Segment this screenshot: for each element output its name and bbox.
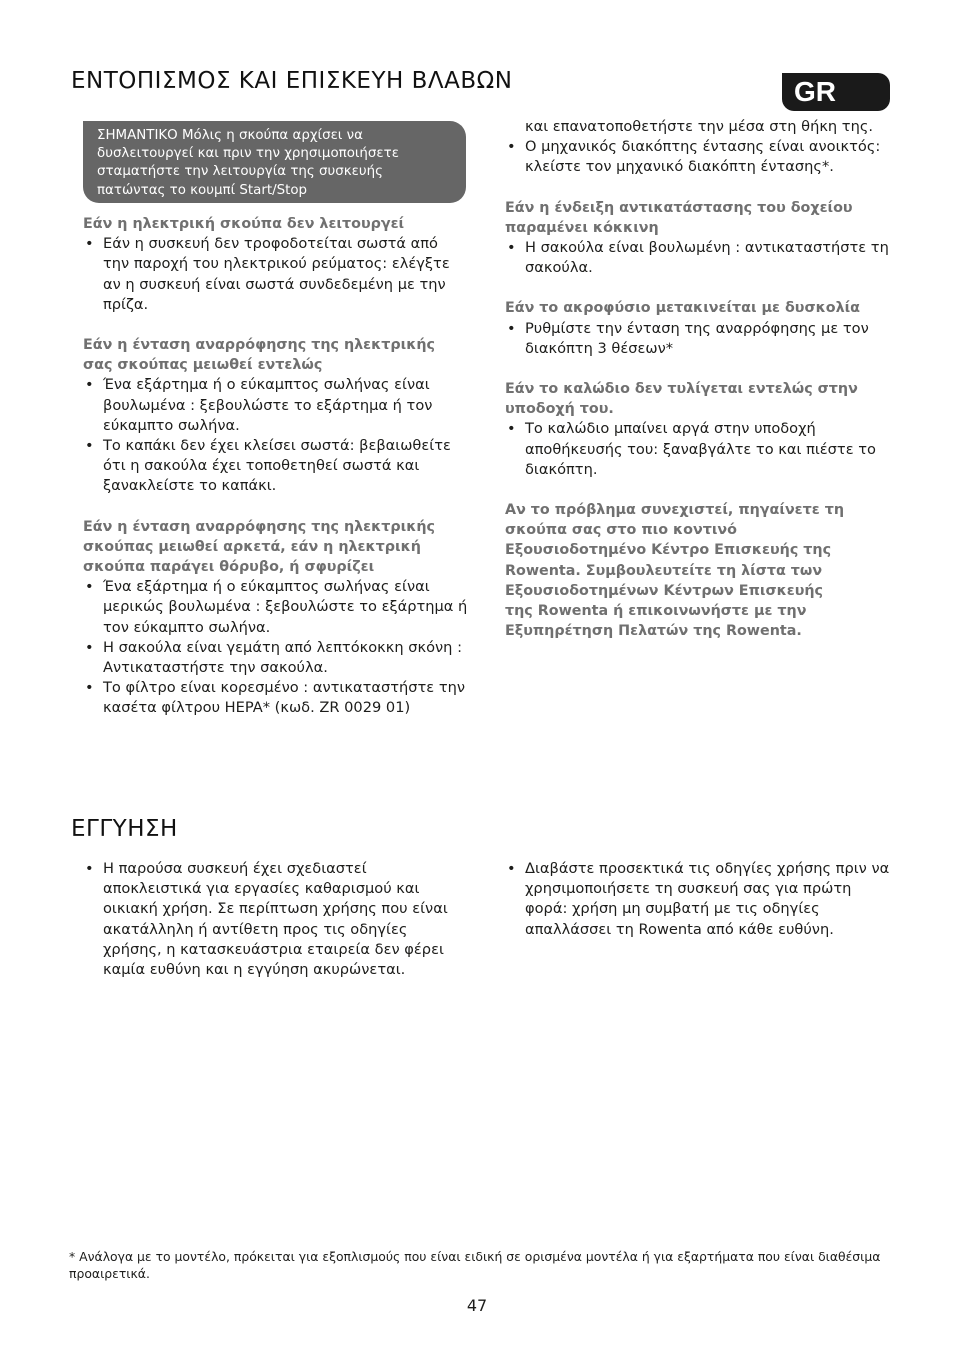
problem-heading: Εάν το ακροφύσιο μετακινείται με δυσκολία xyxy=(505,300,861,317)
troubleshooting-left-column xyxy=(83,121,468,719)
list-item: • Η σακούλα είναι γεμάτη από λεπτόκοκκη σκόνη : Αντικαταστήστε την σακούλα. xyxy=(83,638,468,678)
problem-heading: Εάν η ηλεκτρική σκούπα δεν λειτουργεί xyxy=(83,216,405,232)
list-item: • Ένα εξάρτημα ή ο εύκαμπτος σωλήνας είναι μερικώς βουλωμένα : ξεβουλώστε το εξάρτημα ή τον εύκαμπτο σωλήνα. xyxy=(83,577,468,638)
problem-heading: Εάν το καλώδιο δεν τυλίγεται εντελώς στην υποδοχή του. xyxy=(505,381,858,418)
list-item: • Η παρούσα συσκευή έχει σχεδιαστεί αποκλειστικά για εργασίες καθαρισμού και οικιακή χρήση. Σε περίπτωση χρήσης που είναι ακατάλληλη ή αντίθετη προς τις οδηγίες χρήσης, η κατασκευάστρια εταιρεία δεν φέρει καμία ευθύνη και η εγγύηση ακυρώνεται. xyxy=(83,859,468,980)
problem-heading: Εάν η ένταση αναρρόφησης της ηλεκτρικής σας σκούπας μειωθεί εντελώς xyxy=(83,337,436,374)
solution-list xyxy=(505,238,890,278)
warranty-title: ΕΓΓΥΗΣΗ xyxy=(71,816,178,842)
solution-list xyxy=(83,577,468,718)
problem-heading: Εάν η ένταση αναρρόφησης της ηλεκτρικής σκούπας μειωθεί αρκετά, εάν η ηλεκτρική σκούπα παράγει θόρυβο, ή σφυρίζει xyxy=(83,518,436,576)
solution-list xyxy=(505,419,890,480)
solution-list xyxy=(505,137,890,177)
warranty-left-column xyxy=(83,859,468,980)
important-note: ΣΗΜΑΝΤΙΚΟ Μόλις η σκούπα αρχίσει να δυσλειτουργεί και πριν την χρησιμοποιήσετε σταματήστε την λειτουργία της συσκευής πατώντας το κουμπί Start/Stop xyxy=(83,121,466,203)
troubleshooting-right-column xyxy=(505,117,890,641)
list-item: • Το καλώδιο μπαίνει αργά στην υποδοχή αποθήκευσής του: ξαναβγάλτε το και πιέστε το διακόπτη. xyxy=(505,419,890,480)
list-item: • Ο μηχανικός διακόπτης έντασης είναι ανοικτός: κλείστε τον μηχανικό διακόπτη έντασης*. xyxy=(505,137,890,177)
page-number: 47 xyxy=(466,1296,488,1315)
solution-list xyxy=(505,319,890,359)
list-item: • Διαβάστε προσεκτικά τις οδηγίες χρήσης πριν να χρησιμοποιήσετε τη συσκευή σας για πρώτη φορά: χρήση μη συμβατή με τις οδηγίες απαλλάσσει τη Rowenta από κάθε ευθύνη. xyxy=(505,859,890,940)
footnote: * Ανάλογα με το μοντέλο, πρόκειται για εξοπλισμούς που είναι ειδική σε ορισμένα μοντέλα ή για εξαρτήματα που είναι διαθέσιμα προαιρετικά. xyxy=(69,1249,881,1281)
list-item: • Το φίλτρο είναι κορεσμένο : αντικαταστήστε την κασέτα φίλτρου HEPA* (κωδ. ZR 0029 01) xyxy=(83,678,468,718)
problem-heading: Εάν η ένδειξη αντικατάστασης του δοχείου παραμένει κόκκινη xyxy=(505,199,853,236)
list-item: • Εάν η συσκευή δεν τροφοδοτείται σωστά από την παροχή του ηλεκτρικού ρεύματος: ελέγξτε αν η συσκευή είναι σωστά συνδεδεμένη με την πρίζα. xyxy=(83,234,468,315)
language-badge: GR xyxy=(782,73,890,111)
troubleshooting-title: ΕΝΤΟΠΙΣΜΟΣ ΚΑΙ ΕΠΙΣΚΕΥΗ ΒΛΑΒΩΝ xyxy=(71,68,513,94)
continuation-text: και επανατοποθετήστε την μέσα στη θήκη της. xyxy=(525,118,874,135)
list-item: • Ρυθμίστε την ένταση της αναρρόφησης με τον διακόπτη 3 θέσεων* xyxy=(505,319,890,359)
service-center-note: Αν το πρόβλημα συνεχιστεί, πηγαίνετε τη σκούπα σας στο πιο κοντινό Εξουσιοδοτημένο Κέντρο Επισκευής της Rowenta. Συμβουλευτείτε τη λίστα των Εξουσιοδοτημένων Κέντρων Επισκευής της Rowenta ή επικοινωνήστε με την Εξυπηρέτηση Πελατών της Rowenta. xyxy=(505,502,844,640)
list-item: • Το καπάκι δεν έχει κλείσει σωστά: βεβαιωθείτε ότι η σακούλα έχει τοποθετηθεί σωστά και ξανακλείστε το καπάκι. xyxy=(83,436,468,497)
list-item: • Ένα εξάρτημα ή ο εύκαμπτος σωλήνας είναι βουλωμένα : ξεβουλώστε το εξάρτημα ή τον εύκαμπτο σωλήνα. xyxy=(83,375,468,436)
list-item: • Η σακούλα είναι βουλωμένη : αντικαταστήστε τη σακούλα. xyxy=(505,238,890,278)
solution-list xyxy=(83,375,468,496)
warranty-right-column xyxy=(505,859,890,940)
solution-list xyxy=(83,234,468,315)
